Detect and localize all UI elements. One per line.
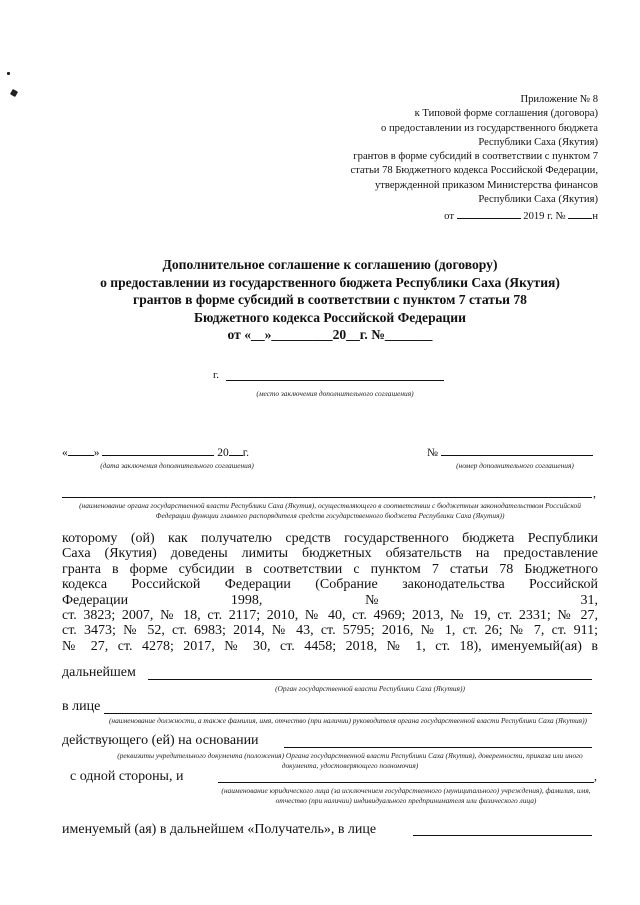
- appendix-line: Республики Саха (Якутия): [478, 194, 598, 206]
- in-person-field[interactable]: [104, 713, 592, 714]
- number-blank[interactable]: [441, 444, 593, 456]
- appendix-date-line: от 2019 г. № н: [268, 207, 598, 224]
- document-title: Дополнительное соглашение к соглашению (договору) о предоставлении из государственного бюджета Республики Саха (Якутия) грантов в форме субсидий в соответствии с пунктом 7 статьи 78 Бюджетного кодекса Российской Федерации от «__»_________20__г. №_______: [40, 256, 620, 344]
- acting-field[interactable]: [284, 747, 592, 748]
- scan-mark: [7, 72, 10, 75]
- appendix-header: [268, 93, 598, 225]
- day-blank[interactable]: [68, 444, 94, 456]
- appendix-line: Республики Саха (Якутия): [478, 136, 598, 148]
- appendix-line: к Типовой форме соглашения (договора): [414, 108, 598, 120]
- appendix-line: утвержденной приказом Министерства финансов: [374, 179, 598, 191]
- further-caption: (Орган государственной власти Республики Саха (Якутия)): [275, 684, 465, 693]
- one-side-caption: (наименование юридического лица (за исключением государственного (муниципального) учреждения), фамилия, имя, отчество (при наличии) индивидуального предпринимателя или физического лица): [221, 786, 591, 805]
- appendix-line: Приложение № 8: [520, 94, 598, 105]
- agreement-body: которому (ой) как получателю средств государственного бюджета Республики Саха (Якутия) доведены лимиты бюджетных обязательств на предоставление гранта в форме субсидии в соответствии с пунктом 7 статьи 78 Бюджетного кодекса Российской Федерации (Собрание законодательства Российской Федерации 1998, № 31, ст. 3823; 2007, № 18, ст. 2117; 2010, № 40, ст. 4969; 2013, № 19, ст. 2331; № 27, ст. 3473; № 52, ст. 6983; 2014, № 43, ст. 5795; 2016, № 1, ст. 26; № 7, ст. 911; № 27, ст. 4278; 2017, № 30, ст. 4458; 2018, № 1, ст. 18), именуемый(ая) в: [62, 531, 598, 654]
- agreement-number: №: [427, 444, 593, 459]
- further-field[interactable]: [148, 679, 592, 680]
- in-person-caption: (наименование должности, а также фамилия, имя, отчество (при наличии) руководителя органа государственной власти Республики Саха (Якутия)): [108, 716, 588, 725]
- appendix-line: грантов в форме субсидий в соответствии с пунктом 7: [353, 151, 598, 163]
- appendix-line: статьи 78 Бюджетного кодекса Российской Федерации,: [350, 165, 598, 177]
- named-label: именуемый (ая) в дальнейшем «Получатель», в лице: [62, 822, 377, 837]
- month-blank[interactable]: [102, 444, 214, 456]
- in-person-label: в лице: [62, 699, 101, 714]
- organ-caption: (наименование органа государственной власти Республики Саха (Якутия), осуществляющего в соответствии с бюджетным законодательством Российской Федерации функции главного распорядителя средств государственного бюджета Республики Саха (Якутия)): [79, 501, 581, 520]
- named-field[interactable]: [413, 835, 592, 836]
- title-date-line: от «__»_________20__г. №_______: [227, 327, 433, 343]
- acting-label: действующего (ей) на основании: [62, 733, 259, 748]
- one-side-field[interactable]: [218, 782, 594, 783]
- agreement-date: « » 20 г.: [62, 444, 249, 459]
- year-blank[interactable]: [229, 444, 243, 456]
- organ-field[interactable]: [62, 497, 592, 498]
- acting-caption: (реквизиты учредительного документа (положения) Органа государственной власти Республики Саха (Якутия), доверенности, приказа или иного документа, удостоверяющего полномочия): [117, 751, 583, 770]
- date-caption: (дата заключения дополнительного соглашения): [100, 461, 254, 470]
- appendix-date-blank[interactable]: [457, 207, 521, 219]
- place-prefix: г.: [213, 369, 220, 381]
- number-caption: (номер дополнительного соглашения): [456, 461, 574, 470]
- one-side-label: с одной стороны, и: [70, 769, 184, 784]
- appendix-line: о предоставлении из государственного бюджета: [381, 122, 598, 134]
- place-field[interactable]: [226, 380, 444, 381]
- place-caption: (место заключения дополнительного соглашения): [256, 389, 414, 398]
- further-label: дальнейшем: [62, 665, 136, 680]
- appendix-number-blank[interactable]: [568, 207, 592, 219]
- scan-mark: [10, 89, 18, 97]
